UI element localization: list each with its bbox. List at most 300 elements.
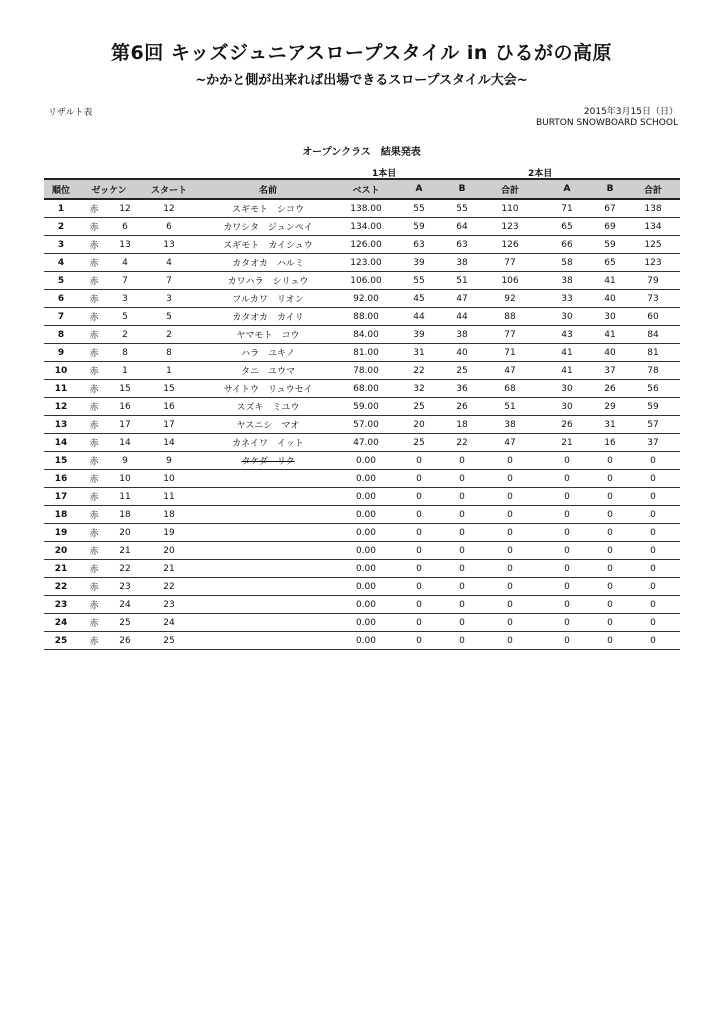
table-row — [44, 326, 680, 344]
run1-a-score-cell: 39 — [394, 326, 444, 344]
run1-a-score-cell: 0 — [394, 578, 444, 596]
bib-color-cell: 赤 — [78, 560, 110, 578]
run1-b-score-cell: 0 — [444, 542, 480, 560]
bib-number-cell: 26 — [110, 632, 140, 650]
start-order-cell: 1 — [140, 362, 198, 380]
run2-b-score-cell: 0 — [594, 614, 626, 632]
table-row — [44, 488, 680, 506]
run2-b-score-cell: 41 — [594, 272, 626, 290]
run2-b-score-cell: 40 — [594, 290, 626, 308]
run1-a-score-cell: 0 — [394, 470, 444, 488]
run1-b-score-cell: 0 — [444, 560, 480, 578]
rank-cell: 13 — [44, 416, 78, 434]
athlete-name-cell — [198, 596, 338, 614]
run1-total-cell: 0 — [480, 578, 540, 596]
bib-number-cell: 9 — [110, 452, 140, 470]
rank-cell: 11 — [44, 380, 78, 398]
bib-color-cell: 赤 — [78, 416, 110, 434]
table-row — [44, 542, 680, 560]
start-order-cell: 21 — [140, 560, 198, 578]
header-run2-b: B — [594, 179, 626, 199]
run1-b-score-cell: 0 — [444, 596, 480, 614]
run1-b-score-cell: 25 — [444, 362, 480, 380]
best-score-cell: 88.00 — [338, 308, 394, 326]
run1-total-cell: 0 — [480, 524, 540, 542]
run2-total-cell: 0 — [626, 614, 680, 632]
run2-a-score-cell: 0 — [540, 596, 594, 614]
bib-color-cell: 赤 — [78, 199, 110, 218]
run1-a-score-cell: 39 — [394, 254, 444, 272]
run1-group-label: 1本目 — [372, 169, 397, 179]
athlete-name-cell — [198, 344, 338, 362]
rank-cell: 19 — [44, 524, 78, 542]
run1-total-cell: 0 — [480, 452, 540, 470]
rank-cell: 21 — [44, 560, 78, 578]
athlete-name: カタオカ ハルミ — [232, 259, 304, 269]
best-score-cell: 0.00 — [338, 542, 394, 560]
run1-b-score-cell: 0 — [444, 506, 480, 524]
bib-color-cell: 赤 — [78, 362, 110, 380]
start-order-cell: 23 — [140, 596, 198, 614]
table-row — [44, 596, 680, 614]
run1-b-score-cell: 64 — [444, 218, 480, 236]
run1-b-score-cell: 0 — [444, 524, 480, 542]
bib-number-cell: 18 — [110, 506, 140, 524]
run1-total-cell: 0 — [480, 596, 540, 614]
run2-total-cell: 0 — [626, 542, 680, 560]
rank-cell: 24 — [44, 614, 78, 632]
header-best: ベスト — [338, 179, 394, 199]
start-order-cell: 6 — [140, 218, 198, 236]
best-score-cell: 78.00 — [338, 362, 394, 380]
bib-number-cell: 6 — [110, 218, 140, 236]
header-run2-a: A — [540, 179, 594, 199]
best-score-cell: 0.00 — [338, 488, 394, 506]
best-score-cell: 0.00 — [338, 596, 394, 614]
athlete-name-cell — [198, 560, 338, 578]
table-row — [44, 578, 680, 596]
run2-a-score-cell: 41 — [540, 362, 594, 380]
table-row — [44, 272, 680, 290]
best-score-cell: 0.00 — [338, 452, 394, 470]
header-run1-total: 合計 — [480, 179, 540, 199]
best-score-cell: 0.00 — [338, 560, 394, 578]
run1-b-score-cell: 38 — [444, 254, 480, 272]
run1-total-cell: 110 — [480, 199, 540, 218]
header-run2-total: 合計 — [626, 179, 680, 199]
run2-a-score-cell: 0 — [540, 560, 594, 578]
run2-a-score-cell: 66 — [540, 236, 594, 254]
start-order-cell: 5 — [140, 308, 198, 326]
run2-total-cell: 81 — [626, 344, 680, 362]
start-order-cell: 13 — [140, 236, 198, 254]
rank-cell: 14 — [44, 434, 78, 452]
run2-b-score-cell: 16 — [594, 434, 626, 452]
bib-number-cell: 1 — [110, 362, 140, 380]
run1-a-score-cell: 31 — [394, 344, 444, 362]
bib-color-cell: 赤 — [78, 506, 110, 524]
run2-b-score-cell: 0 — [594, 542, 626, 560]
rank-cell: 1 — [44, 199, 78, 218]
run2-a-score-cell: 0 — [540, 524, 594, 542]
table-row — [44, 470, 680, 488]
run1-total-cell: 0 — [480, 488, 540, 506]
class-title: オープンクラス 結果発表 — [302, 147, 421, 158]
bib-number-cell: 23 — [110, 578, 140, 596]
run2-total-cell: 0 — [626, 506, 680, 524]
run2-total-cell: 79 — [626, 272, 680, 290]
run1-a-score-cell: 55 — [394, 199, 444, 218]
run2-a-score-cell: 65 — [540, 218, 594, 236]
best-score-cell: 0.00 — [338, 578, 394, 596]
rank-cell: 7 — [44, 308, 78, 326]
start-order-cell: 3 — [140, 290, 198, 308]
athlete-name: スズキ ミユウ — [236, 403, 300, 413]
run1-b-score-cell: 18 — [444, 416, 480, 434]
header-rank: 順位 — [44, 179, 78, 199]
run1-b-score-cell: 63 — [444, 236, 480, 254]
start-order-cell: 17 — [140, 416, 198, 434]
rank-cell: 25 — [44, 632, 78, 650]
run1-total-cell: 77 — [480, 326, 540, 344]
bib-color-cell: 赤 — [78, 434, 110, 452]
run2-total-cell: 134 — [626, 218, 680, 236]
rank-cell: 3 — [44, 236, 78, 254]
bib-number-cell: 10 — [110, 470, 140, 488]
run2-b-score-cell: 30 — [594, 308, 626, 326]
rank-cell: 23 — [44, 596, 78, 614]
bib-color-cell: 赤 — [78, 380, 110, 398]
bib-number-cell: 5 — [110, 308, 140, 326]
run2-a-score-cell: 0 — [540, 632, 594, 650]
athlete-name-cell — [198, 199, 338, 218]
athlete-name-cell — [198, 524, 338, 542]
athlete-name-cell — [198, 416, 338, 434]
run1-b-score-cell: 22 — [444, 434, 480, 452]
bib-color-cell: 赤 — [78, 488, 110, 506]
bib-number-cell: 3 — [110, 290, 140, 308]
run2-a-score-cell: 41 — [540, 344, 594, 362]
bib-color-cell: 赤 — [78, 596, 110, 614]
run1-total-cell: 106 — [480, 272, 540, 290]
rank-cell: 17 — [44, 488, 78, 506]
run2-b-score-cell: 40 — [594, 344, 626, 362]
run1-b-score-cell: 36 — [444, 380, 480, 398]
run1-a-score-cell: 25 — [394, 398, 444, 416]
run2-a-score-cell: 58 — [540, 254, 594, 272]
table-header-row — [44, 179, 680, 199]
run1-a-score-cell: 59 — [394, 218, 444, 236]
rank-cell: 10 — [44, 362, 78, 380]
run1-total-cell: 0 — [480, 632, 540, 650]
organizer-name: BURTON SNOWBOARD SCHOOL — [535, 118, 678, 128]
bib-number-cell: 25 — [110, 614, 140, 632]
start-order-cell: 19 — [140, 524, 198, 542]
athlete-name-cell — [198, 308, 338, 326]
run2-b-score-cell: 31 — [594, 416, 626, 434]
table-row — [44, 308, 680, 326]
athlete-name-cell — [198, 290, 338, 308]
table-row — [44, 199, 680, 218]
run2-total-cell: 60 — [626, 308, 680, 326]
results-body — [44, 199, 680, 650]
run2-b-score-cell: 37 — [594, 362, 626, 380]
bib-number-cell: 2 — [110, 326, 140, 344]
start-order-cell: 10 — [140, 470, 198, 488]
athlete-name: ヤマモト コウ — [236, 331, 300, 341]
bib-number-cell: 15 — [110, 380, 140, 398]
table-row — [44, 614, 680, 632]
bib-number-cell: 4 — [110, 254, 140, 272]
start-order-cell: 2 — [140, 326, 198, 344]
run2-a-score-cell: 43 — [540, 326, 594, 344]
rank-cell: 16 — [44, 470, 78, 488]
run2-a-score-cell: 38 — [540, 272, 594, 290]
run1-a-score-cell: 0 — [394, 542, 444, 560]
run2-b-score-cell: 29 — [594, 398, 626, 416]
results-table — [44, 178, 680, 650]
rank-cell: 22 — [44, 578, 78, 596]
start-order-cell: 4 — [140, 254, 198, 272]
athlete-name-cell — [198, 452, 338, 470]
rank-cell: 20 — [44, 542, 78, 560]
athlete-name-cell — [198, 614, 338, 632]
table-row — [44, 416, 680, 434]
athlete-name: カワハラ シリュウ — [227, 277, 309, 287]
run1-a-score-cell: 0 — [394, 524, 444, 542]
run2-total-cell: 56 — [626, 380, 680, 398]
run2-b-score-cell: 41 — [594, 326, 626, 344]
table-row — [44, 560, 680, 578]
run1-a-score-cell: 0 — [394, 614, 444, 632]
best-score-cell: 0.00 — [338, 614, 394, 632]
athlete-name-cell — [198, 578, 338, 596]
rank-cell: 8 — [44, 326, 78, 344]
run1-a-score-cell: 0 — [394, 506, 444, 524]
athlete-name: カワシタ ジュンペイ — [223, 223, 313, 233]
run1-a-score-cell: 55 — [394, 272, 444, 290]
run1-a-score-cell: 0 — [394, 560, 444, 578]
run2-total-cell: 0 — [626, 560, 680, 578]
event-date: 2015年3月15日（日） — [583, 107, 678, 117]
best-score-cell: 57.00 — [338, 416, 394, 434]
run1-total-cell: 47 — [480, 434, 540, 452]
run2-total-cell: 123 — [626, 254, 680, 272]
run1-a-score-cell: 44 — [394, 308, 444, 326]
run2-b-score-cell: 0 — [594, 452, 626, 470]
athlete-name: フルカワ リオン — [232, 295, 304, 305]
header-start: スタート — [140, 179, 198, 199]
start-order-cell: 25 — [140, 632, 198, 650]
run2-b-score-cell: 59 — [594, 236, 626, 254]
bib-number-cell: 8 — [110, 344, 140, 362]
table-row — [44, 524, 680, 542]
header-bib: ゼッケン — [78, 179, 140, 199]
run2-b-score-cell: 0 — [594, 524, 626, 542]
rank-cell: 12 — [44, 398, 78, 416]
best-score-cell: 59.00 — [338, 398, 394, 416]
run2-b-score-cell: 65 — [594, 254, 626, 272]
run1-a-score-cell: 20 — [394, 416, 444, 434]
run2-total-cell: 84 — [626, 326, 680, 344]
athlete-name-cell — [198, 434, 338, 452]
run1-total-cell: 126 — [480, 236, 540, 254]
best-score-cell: 106.00 — [338, 272, 394, 290]
bib-number-cell: 13 — [110, 236, 140, 254]
page-subtitle: ~かかと側が出来れば出場できるスロープスタイル大会~ — [195, 73, 528, 88]
athlete-name-cell — [198, 542, 338, 560]
run2-a-score-cell: 0 — [540, 614, 594, 632]
run1-total-cell: 71 — [480, 344, 540, 362]
start-order-cell: 15 — [140, 380, 198, 398]
run2-a-score-cell: 0 — [540, 506, 594, 524]
athlete-name-cell — [198, 470, 338, 488]
bib-color-cell: 赤 — [78, 578, 110, 596]
bib-color-cell: 赤 — [78, 272, 110, 290]
run1-a-score-cell: 0 — [394, 488, 444, 506]
athlete-name-cell — [198, 362, 338, 380]
table-row — [44, 254, 680, 272]
run1-total-cell: 0 — [480, 470, 540, 488]
best-score-cell: 81.00 — [338, 344, 394, 362]
run2-total-cell: 125 — [626, 236, 680, 254]
rank-cell: 4 — [44, 254, 78, 272]
athlete-name: ハラ ユキノ — [241, 349, 295, 359]
rank-cell: 9 — [44, 344, 78, 362]
best-score-cell: 0.00 — [338, 470, 394, 488]
run1-b-score-cell: 0 — [444, 578, 480, 596]
best-score-cell: 68.00 — [338, 380, 394, 398]
run2-b-score-cell: 0 — [594, 506, 626, 524]
bib-color-cell: 赤 — [78, 614, 110, 632]
run2-total-cell: 59 — [626, 398, 680, 416]
rank-cell: 2 — [44, 218, 78, 236]
run2-b-score-cell: 0 — [594, 470, 626, 488]
bib-number-cell: 7 — [110, 272, 140, 290]
bib-color-cell: 赤 — [78, 524, 110, 542]
athlete-name-cell — [198, 218, 338, 236]
rank-cell: 5 — [44, 272, 78, 290]
run1-a-score-cell: 32 — [394, 380, 444, 398]
run2-a-score-cell: 26 — [540, 416, 594, 434]
run2-total-cell: 0 — [626, 578, 680, 596]
athlete-name: タニ ユウマ — [240, 367, 295, 377]
bib-number-cell: 11 — [110, 488, 140, 506]
athlete-name-cell — [198, 236, 338, 254]
rank-cell: 18 — [44, 506, 78, 524]
run2-total-cell: 0 — [626, 632, 680, 650]
bib-number-cell: 17 — [110, 416, 140, 434]
run2-a-score-cell: 21 — [540, 434, 594, 452]
run1-b-score-cell: 38 — [444, 326, 480, 344]
run1-total-cell: 47 — [480, 362, 540, 380]
run1-total-cell: 92 — [480, 290, 540, 308]
athlete-name-cell — [198, 326, 338, 344]
run2-total-cell: 0 — [626, 488, 680, 506]
athlete-name: タケダ リク — [241, 457, 295, 467]
run1-a-score-cell: 22 — [394, 362, 444, 380]
run1-total-cell: 51 — [480, 398, 540, 416]
athlete-name-cell — [198, 398, 338, 416]
run1-total-cell: 0 — [480, 542, 540, 560]
best-score-cell: 138.00 — [338, 199, 394, 218]
bib-number-cell: 22 — [110, 560, 140, 578]
athlete-name: カタオカ カイリ — [232, 313, 304, 323]
table-row — [44, 290, 680, 308]
athlete-name-cell — [198, 272, 338, 290]
run1-a-score-cell: 25 — [394, 434, 444, 452]
athlete-name: スギモト カイシュウ — [223, 241, 313, 251]
best-score-cell: 92.00 — [338, 290, 394, 308]
athlete-name: スギモト シコウ — [231, 205, 304, 215]
table-row — [44, 236, 680, 254]
start-order-cell: 8 — [140, 344, 198, 362]
bib-number-cell: 16 — [110, 398, 140, 416]
run2-a-score-cell: 30 — [540, 380, 594, 398]
bib-number-cell: 24 — [110, 596, 140, 614]
athlete-name: カネイワ イット — [232, 439, 304, 449]
run2-total-cell: 73 — [626, 290, 680, 308]
start-order-cell: 11 — [140, 488, 198, 506]
run1-b-score-cell: 47 — [444, 290, 480, 308]
bib-color-cell: 赤 — [78, 452, 110, 470]
run1-total-cell: 38 — [480, 416, 540, 434]
best-score-cell: 84.00 — [338, 326, 394, 344]
start-order-cell: 24 — [140, 614, 198, 632]
run2-b-score-cell: 0 — [594, 488, 626, 506]
bib-number-cell: 21 — [110, 542, 140, 560]
bib-color-cell: 赤 — [78, 470, 110, 488]
run2-total-cell: 0 — [626, 596, 680, 614]
table-row — [44, 398, 680, 416]
bib-number-cell: 20 — [110, 524, 140, 542]
bib-color-cell: 赤 — [78, 236, 110, 254]
run1-b-score-cell: 0 — [444, 470, 480, 488]
run1-b-score-cell: 0 — [444, 614, 480, 632]
start-order-cell: 7 — [140, 272, 198, 290]
athlete-name: ヤスニシ マオ — [236, 421, 300, 431]
run2-b-score-cell: 0 — [594, 578, 626, 596]
bib-number-cell: 14 — [110, 434, 140, 452]
best-score-cell: 123.00 — [338, 254, 394, 272]
athlete-name-cell — [198, 488, 338, 506]
bib-color-cell: 赤 — [78, 290, 110, 308]
run1-b-score-cell: 44 — [444, 308, 480, 326]
table-row — [44, 362, 680, 380]
bib-color-cell: 赤 — [78, 254, 110, 272]
start-order-cell: 9 — [140, 452, 198, 470]
run1-b-score-cell: 0 — [444, 632, 480, 650]
run1-total-cell: 88 — [480, 308, 540, 326]
start-order-cell: 18 — [140, 506, 198, 524]
run2-total-cell: 138 — [626, 199, 680, 218]
table-row — [44, 506, 680, 524]
run2-a-score-cell: 0 — [540, 578, 594, 596]
header-name: 名前 — [198, 179, 338, 199]
run2-group-label: 2本目 — [528, 169, 553, 179]
run1-b-score-cell: 40 — [444, 344, 480, 362]
table-row — [44, 380, 680, 398]
athlete-name-cell — [198, 506, 338, 524]
run2-a-score-cell: 0 — [540, 470, 594, 488]
run1-total-cell: 68 — [480, 380, 540, 398]
run1-b-score-cell: 0 — [444, 452, 480, 470]
bib-color-cell: 赤 — [78, 218, 110, 236]
best-score-cell: 126.00 — [338, 236, 394, 254]
run1-total-cell: 123 — [480, 218, 540, 236]
bib-color-cell: 赤 — [78, 542, 110, 560]
athlete-name-cell — [198, 380, 338, 398]
